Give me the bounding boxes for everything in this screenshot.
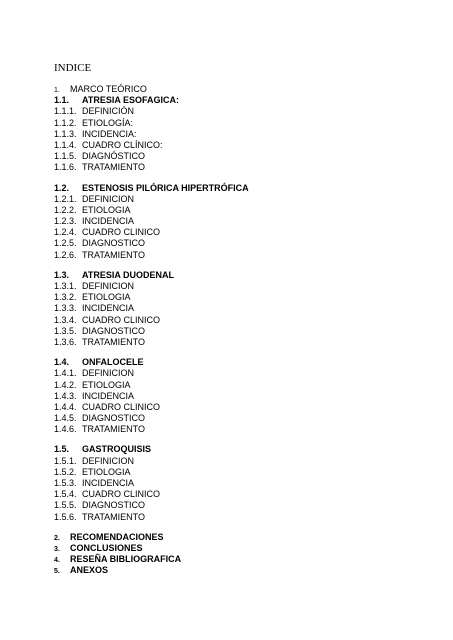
toc-section-heading bbox=[54, 444, 249, 455]
toc-label: ANEXOS bbox=[70, 565, 109, 576]
toc-label: TRATAMIENTO bbox=[82, 249, 145, 260]
toc-number: 1.2.2. bbox=[54, 204, 77, 215]
toc-section-title: ATRESIA ESOFAGICA: bbox=[82, 95, 180, 106]
toc-label: DEFINICIÓN bbox=[82, 106, 135, 117]
toc-section-heading bbox=[54, 357, 249, 368]
toc-number: 1.5.3. bbox=[54, 478, 77, 488]
toc-number: 1.1.3. bbox=[54, 128, 77, 139]
toc-number: 1.3.6. bbox=[54, 336, 77, 347]
toc-number: 1.5.2. bbox=[54, 466, 77, 477]
spacer bbox=[54, 348, 249, 357]
toc-label: INCIDENCIA bbox=[82, 478, 135, 488]
toc-number: 1.2.3. bbox=[54, 216, 77, 227]
toc-subentry bbox=[54, 129, 249, 140]
toc-subentry bbox=[54, 489, 249, 500]
toc-label: DIAGNÓSTICO bbox=[82, 151, 146, 162]
toc-section-title: GASTROQUISIS bbox=[82, 444, 152, 455]
toc-subentry bbox=[54, 194, 249, 205]
toc-number: 1.2.6. bbox=[54, 249, 77, 260]
toc-section-heading bbox=[54, 95, 249, 106]
toc-label: DIAGNOSTICO bbox=[82, 325, 146, 336]
toc-label: CUADRO CLÍNICO: bbox=[82, 139, 163, 150]
toc-number: 1.2.1. bbox=[54, 193, 77, 204]
toc-subentry bbox=[54, 368, 249, 379]
toc-number: 1.4. bbox=[54, 357, 70, 368]
spacer bbox=[54, 523, 249, 532]
toc-number: 1.1.2. bbox=[54, 117, 77, 128]
toc-entry-conclusiones bbox=[54, 543, 249, 554]
toc-number: 1.2. bbox=[54, 182, 70, 193]
toc-number: 1.5.5. bbox=[54, 500, 77, 511]
toc-label: DEFINICION bbox=[82, 281, 135, 291]
toc-subentry bbox=[54, 326, 249, 337]
toc-label: RECOMENDACIONES bbox=[70, 531, 164, 542]
page-title: INDICE bbox=[54, 62, 92, 74]
toc-number: 1.2.4. bbox=[54, 227, 77, 238]
toc-entry-recomendaciones bbox=[54, 532, 249, 543]
toc-entry-anexos bbox=[54, 565, 249, 576]
toc-number: 1.1.6. bbox=[54, 162, 77, 173]
toc-label: INCIDENCIA bbox=[82, 390, 135, 401]
toc-number: 1.3.5. bbox=[54, 325, 77, 336]
toc-number: 1.1.4. bbox=[54, 139, 77, 150]
table-of-contents bbox=[54, 84, 249, 577]
toc-label: TRATAMIENTO bbox=[82, 511, 145, 522]
toc-subentry bbox=[54, 281, 249, 292]
toc-label: DIAGNOSTICO bbox=[82, 413, 146, 424]
toc-label: TRATAMIENTO bbox=[82, 336, 145, 347]
toc-label: CUADRO CLINICO bbox=[82, 227, 161, 238]
toc-number: 5. bbox=[54, 568, 60, 576]
toc-number: 1.4.1. bbox=[54, 368, 77, 379]
toc-label: ETIOLOGÍA: bbox=[82, 117, 134, 128]
toc-label: INCIDENCIA: bbox=[82, 128, 137, 139]
toc-number: 1.3.1. bbox=[54, 281, 77, 291]
toc-subentry bbox=[54, 205, 249, 216]
toc-number: 1.4.2. bbox=[54, 379, 77, 390]
toc-number: 1.1.1. bbox=[54, 106, 77, 117]
toc-subentry bbox=[54, 391, 249, 402]
toc-number: 1.3.3. bbox=[54, 303, 77, 314]
toc-entry-marco-teorico bbox=[54, 84, 249, 95]
toc-label: INCIDENCIA bbox=[82, 303, 135, 314]
toc-label: CONCLUSIONES bbox=[70, 542, 143, 553]
toc-number: 1.1. bbox=[54, 95, 70, 106]
toc-section-title: ESTENOSIS PILÓRICA HIPERTRÓFICA bbox=[82, 182, 249, 193]
toc-subentry bbox=[54, 467, 249, 478]
toc-subentry bbox=[54, 238, 249, 249]
toc-label: CUADRO CLINICO bbox=[82, 489, 161, 500]
toc-subentry bbox=[54, 500, 249, 511]
toc-subentry bbox=[54, 424, 249, 435]
toc-label: ETIOLOGIA bbox=[82, 204, 131, 215]
toc-label: DIAGNOSTICO bbox=[82, 500, 146, 511]
toc-number: 1.5.4. bbox=[54, 489, 77, 500]
toc-subentry bbox=[54, 151, 249, 162]
toc-number: 1.1.5. bbox=[54, 151, 77, 162]
toc-label: TRATAMIENTO bbox=[82, 424, 145, 435]
toc-subentry bbox=[54, 140, 249, 151]
toc-subentry bbox=[54, 512, 249, 523]
toc-subentry bbox=[54, 292, 249, 303]
toc-number: 1.3.4. bbox=[54, 314, 77, 325]
toc-label: ETIOLOGIA bbox=[82, 292, 131, 303]
toc-subentry bbox=[54, 227, 249, 238]
toc-number: 1.5.6. bbox=[54, 511, 77, 522]
toc-subentry bbox=[54, 456, 249, 467]
toc-number: 1.2.5. bbox=[54, 238, 77, 249]
toc-entry-resena-bibliografica bbox=[54, 554, 249, 565]
toc-section-title: ONFALOCELE bbox=[82, 357, 144, 368]
spacer bbox=[54, 261, 249, 270]
toc-subentry bbox=[54, 106, 249, 117]
toc-label: DEFINICION bbox=[82, 193, 135, 204]
toc-subentry bbox=[54, 162, 249, 173]
toc-label: MARCO TEÓRICO bbox=[70, 84, 147, 94]
toc-section-title: ATRESIA DUODENAL bbox=[82, 269, 174, 280]
toc-section-heading bbox=[54, 270, 249, 281]
toc-number: 3. bbox=[54, 545, 60, 553]
toc-subentry bbox=[54, 478, 249, 489]
toc-number: 2. bbox=[54, 534, 60, 542]
toc-number: 1.4.3. bbox=[54, 390, 77, 401]
toc-subentry bbox=[54, 118, 249, 129]
toc-number: 1.5. bbox=[54, 444, 70, 455]
toc-subentry bbox=[54, 402, 249, 413]
toc-subentry bbox=[54, 337, 249, 348]
toc-label: DEFINICION bbox=[82, 455, 135, 466]
toc-number: 1.5.1. bbox=[54, 455, 77, 466]
toc-label: RESEÑA BIBLIOGRAFICA bbox=[70, 554, 182, 565]
toc-number: 1.3.2. bbox=[54, 292, 77, 303]
toc-subentry bbox=[54, 315, 249, 326]
toc-number: 1. bbox=[54, 87, 60, 94]
toc-subentry bbox=[54, 380, 249, 391]
toc-number: 4. bbox=[54, 557, 60, 565]
toc-subentry bbox=[54, 216, 249, 227]
toc-label: DIAGNOSTICO bbox=[82, 238, 146, 249]
toc-number: 1.4.6. bbox=[54, 424, 77, 435]
toc-section-heading bbox=[54, 183, 249, 194]
spacer bbox=[54, 435, 249, 444]
toc-label: ETIOLOGIA bbox=[82, 379, 131, 390]
toc-label: CUADRO CLINICO bbox=[82, 314, 161, 325]
toc-subentry bbox=[54, 303, 249, 314]
toc-label: DEFINICION bbox=[82, 368, 135, 379]
toc-subentry bbox=[54, 250, 249, 261]
toc-number: 1.3. bbox=[54, 269, 70, 280]
toc-label: TRATAMIENTO bbox=[82, 162, 145, 173]
toc-label: CUADRO CLINICO bbox=[82, 401, 161, 412]
toc-subentry bbox=[54, 413, 249, 424]
toc-number: 1.4.5. bbox=[54, 413, 77, 424]
toc-number: 1.4.4. bbox=[54, 401, 77, 412]
toc-label: ETIOLOGIA bbox=[82, 466, 131, 477]
toc-label: INCIDENCIA bbox=[82, 216, 135, 227]
spacer bbox=[54, 174, 249, 183]
